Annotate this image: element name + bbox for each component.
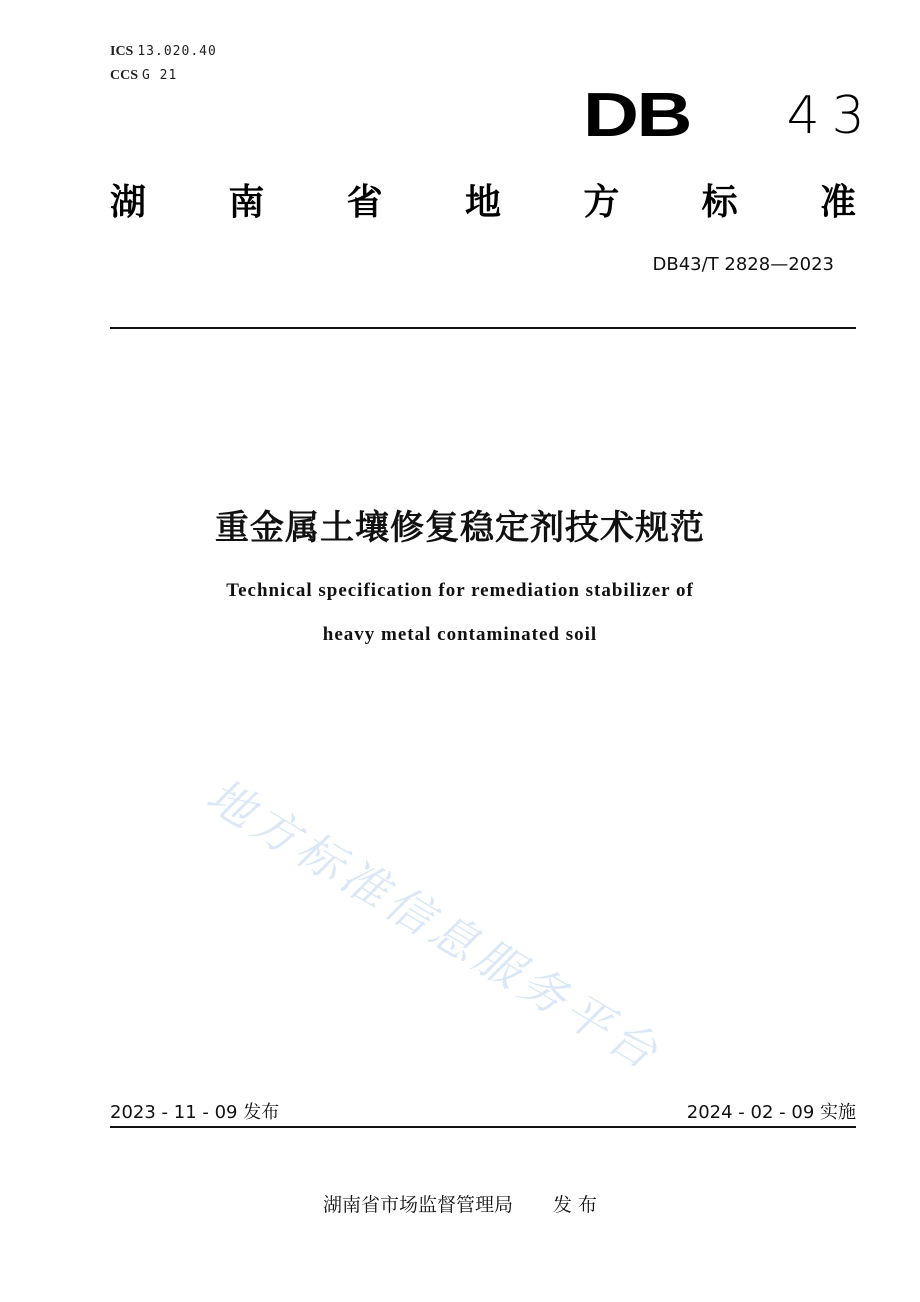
ics-label: ICS — [110, 44, 134, 59]
implementation-date: 2024 - 02 - 09 实施 — [686, 1102, 856, 1123]
ics-value: 13.020.40 — [137, 44, 217, 59]
title-char: 标 — [701, 182, 738, 223]
document-title-english-line2: heavy metal contaminated soil — [322, 624, 598, 645]
standard-number: DB43/T 2828—2023 — [652, 254, 834, 275]
ccs-line — [110, 68, 177, 84]
document-title-chinese: 重金属土壤修复稳定剂技术规范 — [215, 508, 705, 548]
publisher-name: 湖南省市场监督管理局 — [322, 1194, 513, 1216]
title-char: 地 — [464, 182, 501, 223]
title-char: 南 — [228, 182, 265, 223]
release-date: 2023 - 11 - 09 发布 — [110, 1102, 280, 1123]
db-logo — [583, 81, 877, 150]
db-mark: DB — [583, 81, 690, 150]
title-char: 省 — [346, 182, 383, 223]
ccs-label: CCS — [110, 68, 139, 83]
bottom-divider — [110, 1126, 856, 1128]
publisher-action: 发 布 — [552, 1194, 598, 1216]
top-divider — [110, 327, 856, 329]
title-char: 方 — [583, 182, 620, 223]
publisher — [0, 1190, 920, 1217]
title-char: 准 — [819, 182, 856, 223]
standard-category-title — [110, 174, 856, 225]
ics-line — [110, 44, 217, 60]
ccs-value: G 21 — [142, 68, 178, 83]
region-code: 43 — [786, 86, 877, 146]
title-char: 湖 — [110, 182, 147, 223]
document-title-english-line1: Technical specification for remediation stabilizer of — [226, 580, 694, 601]
watermark: 地方标准信息服务平台 — [197, 767, 672, 1082]
